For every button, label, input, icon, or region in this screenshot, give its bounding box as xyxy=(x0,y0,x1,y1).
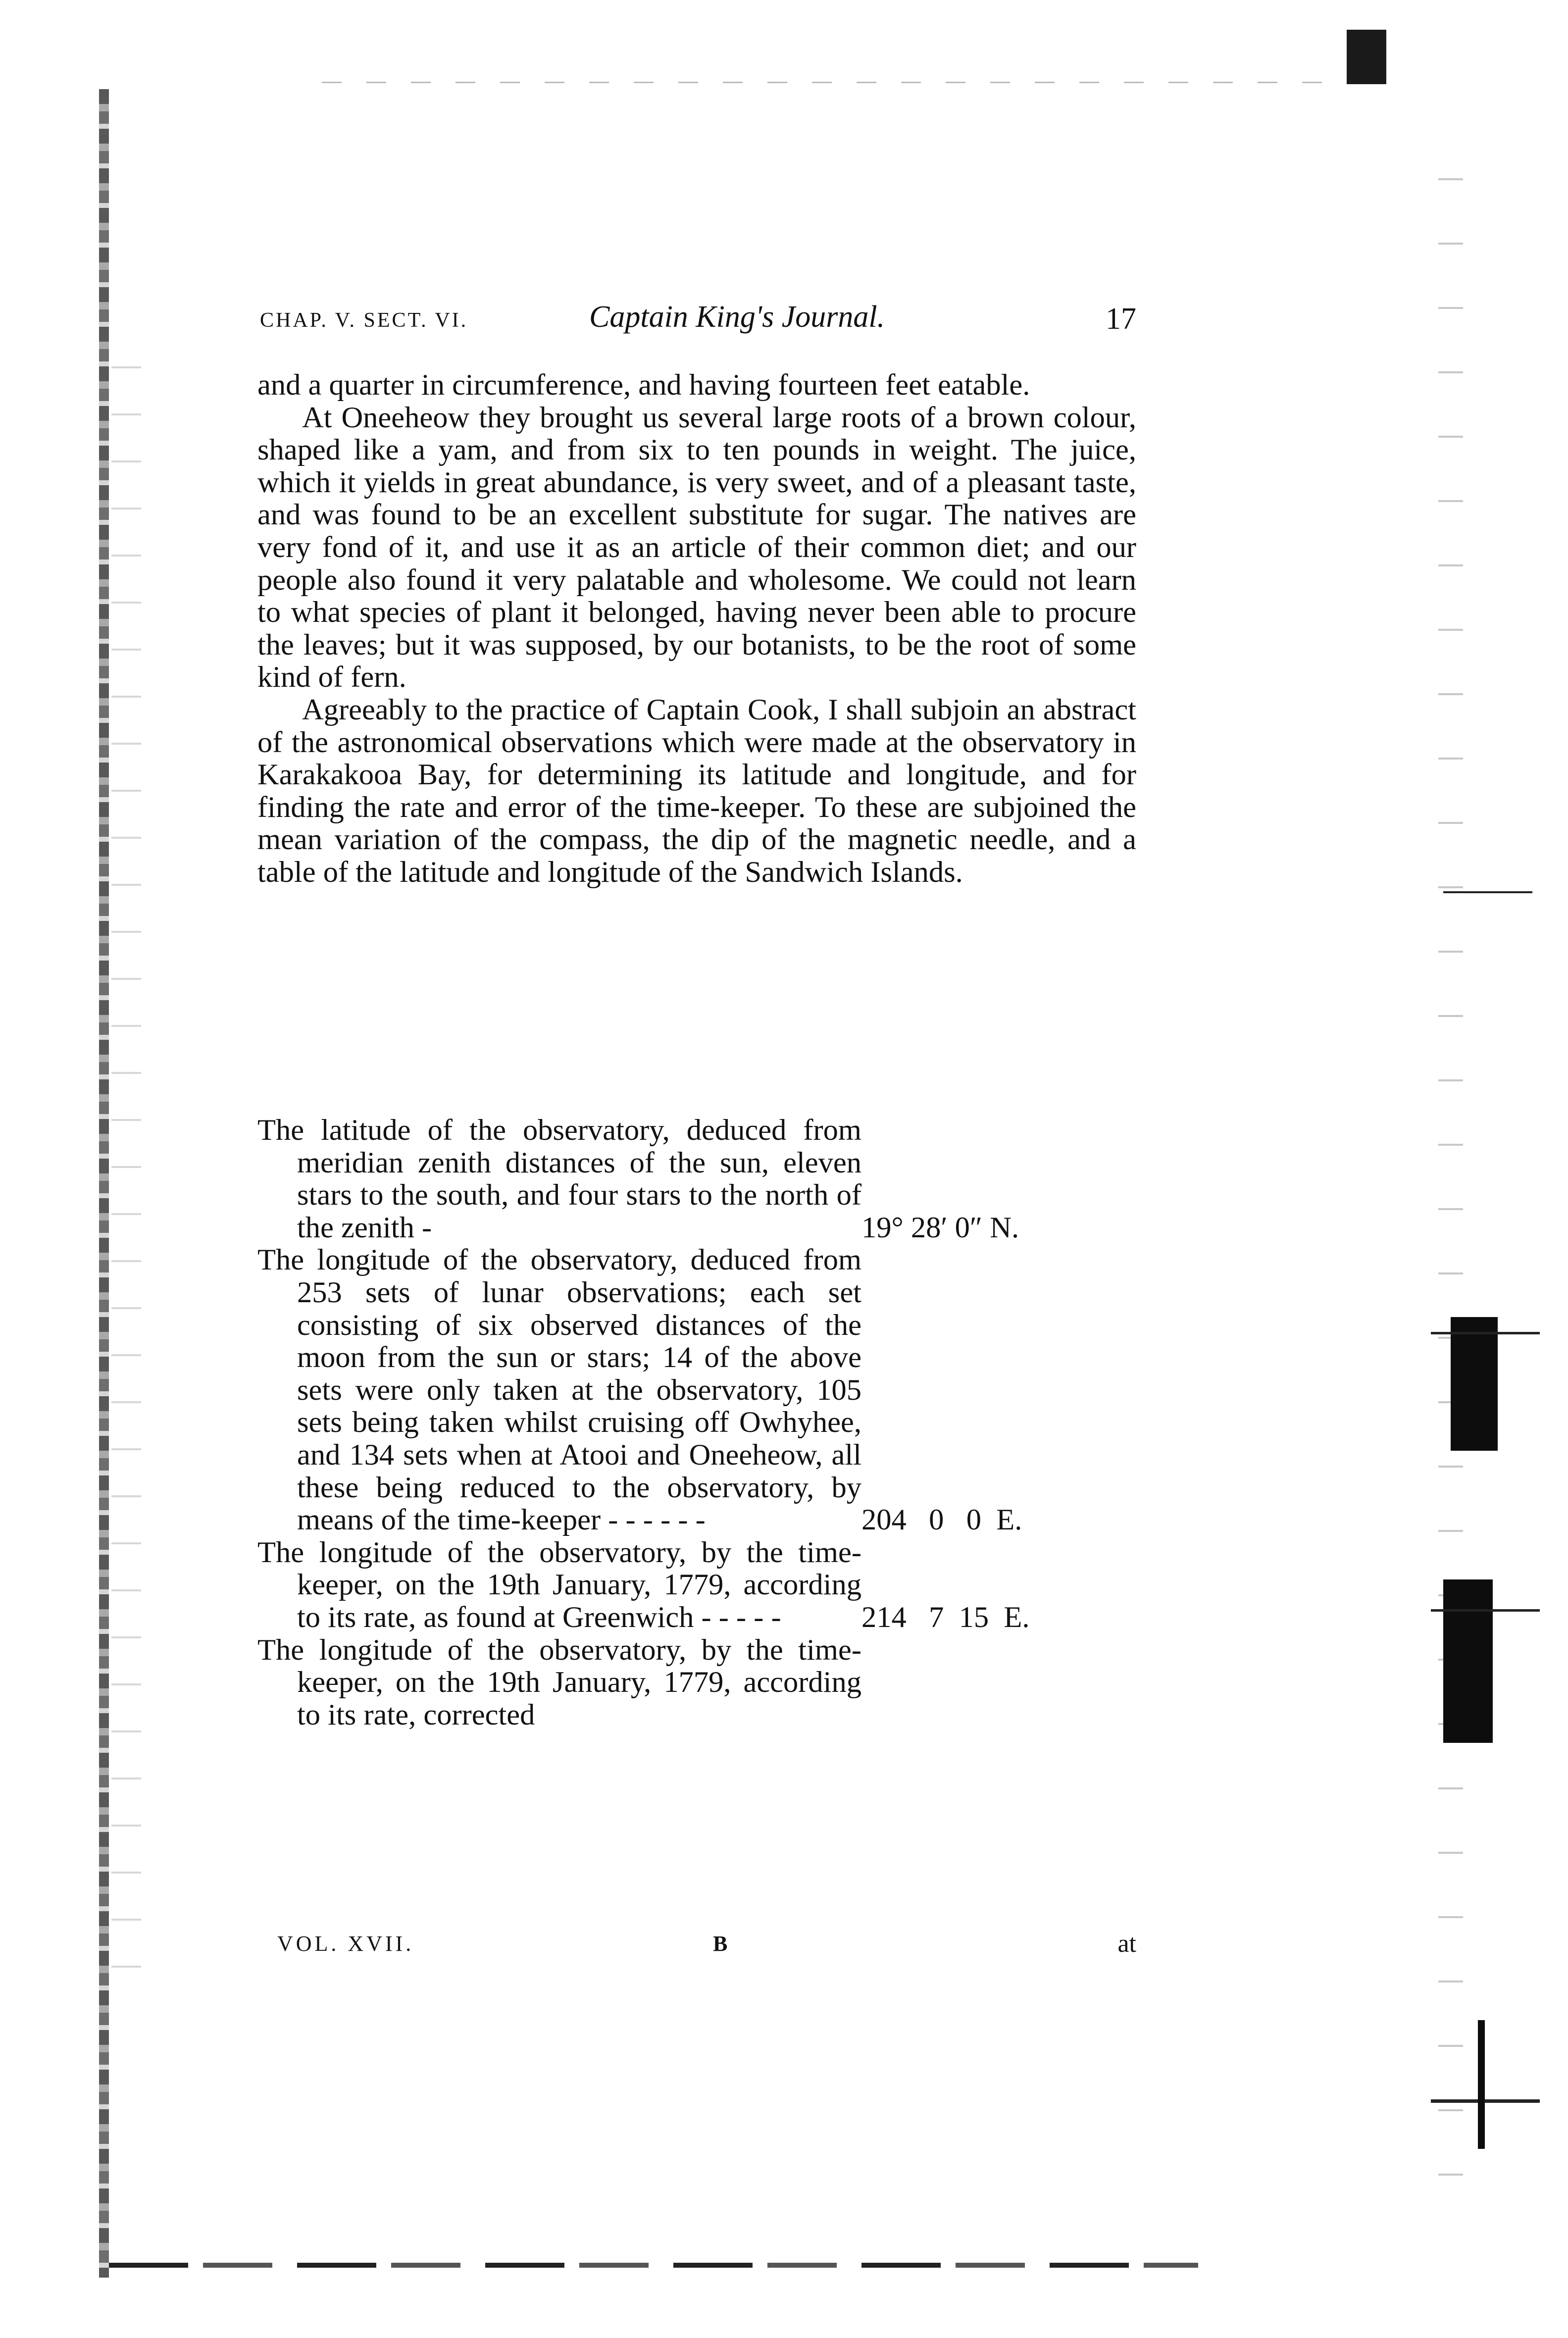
entry-text: The longitude of the observatory, deduced from 253 sets of lunar observations; each set consisting of six observed distances of the moon from the sun or stars; 14 of the above sets were only taken at the observatory, 105 sets being taken whilst cruising off Owhyhee, and 134 sets when at Atooi and Oneeheow, all these being reduced to the observatory, by means of the time-keeper - - - - - - xyxy=(257,1243,861,1537)
running-header xyxy=(260,300,1136,344)
page-footer xyxy=(277,1931,1136,1966)
observation-entry-latitude xyxy=(257,1114,1136,1244)
scan-rule-3 xyxy=(1431,1609,1540,1612)
observation-entry-lunar-longitude xyxy=(257,1244,1136,1536)
volume-mark: VOL. XVII. xyxy=(277,1931,414,1956)
body-text xyxy=(257,369,1136,889)
entry-value: 214 7 15 E. xyxy=(861,1600,1030,1634)
scan-corner-mark xyxy=(1347,30,1386,84)
observation-list xyxy=(257,1114,1136,1731)
scan-mark-right-3 xyxy=(1478,2020,1485,2149)
scan-mark-right-1 xyxy=(1451,1317,1498,1451)
entry-value: 19° 28′ 0″ N. xyxy=(861,1211,1019,1244)
signature-mark: B xyxy=(713,1931,728,1956)
paragraph-1: and a quarter in circumference, and having fourteen feet eatable. xyxy=(257,368,1030,402)
scan-right-specks xyxy=(1438,149,1463,2179)
entry-text: The longitude of the observatory, by the time-keeper, on the 19th January, 1779, according to its rate, corrected xyxy=(257,1633,861,1731)
page-number: 17 xyxy=(1106,302,1136,336)
scan-rule-4 xyxy=(1431,2099,1540,2103)
scan-binding-edge xyxy=(99,89,109,2278)
scan-rule-2 xyxy=(1431,1332,1540,1334)
scan-top-edge xyxy=(322,82,1386,83)
entry-value: 204 0 0 E. xyxy=(861,1503,1022,1537)
entry-text: The longitude of the observatory, by the time-keeper, on the 19th January, 1779, according to its rate, as found at Greenwich - - - - - xyxy=(257,1535,861,1634)
paragraph-2: At Oneeheow they brought us several large roots of a brown colour, shaped like a yam, and from six to ten pounds in weight. The juice, which it yields in great abundance, is very sweet, and of a pleasant taste, and was found to be an excellent substitute for sugar. The natives are very fond of it, and use it as an article of their common diet; and our people also found it very palatable and wholesome. We could not learn to what species of plant it belonged, having never been able to procure the leaves; but it was supposed, by our botanists, to be the root of some kind of fern. xyxy=(257,401,1136,694)
observation-entry-corrected-longitude xyxy=(257,1634,1136,1731)
scan-margin-specks xyxy=(111,347,141,1981)
scan-bottom-edge xyxy=(109,2263,1198,2268)
scan-rule-1 xyxy=(1443,891,1532,893)
observation-entry-greenwich-longitude xyxy=(257,1536,1136,1634)
running-title: Captain King's Journal. xyxy=(589,300,885,334)
paragraph-3: Agreeably to the practice of Captain Cook, I shall subjoin an abstract of the astronomical observations which were made at the observatory in Karakakooa Bay, for determining its latitude and longitude, and for finding the rate and error of the time-keeper. To these are subjoined the mean variation of the compass, the dip of the magnetic needle, and a table of the latitude and longitude of the Sandwich Islands. xyxy=(257,693,1136,889)
scan-mark-right-2 xyxy=(1443,1579,1493,1743)
entry-text: The latitude of the observatory, deduced from meridian zenith distances of the sun, eleven stars to the south, and four stars to the north of the zenith - xyxy=(257,1114,861,1244)
catchword: at xyxy=(1117,1930,1136,1958)
chapter-heading: CHAP. V. SECT. VI. xyxy=(260,309,468,332)
